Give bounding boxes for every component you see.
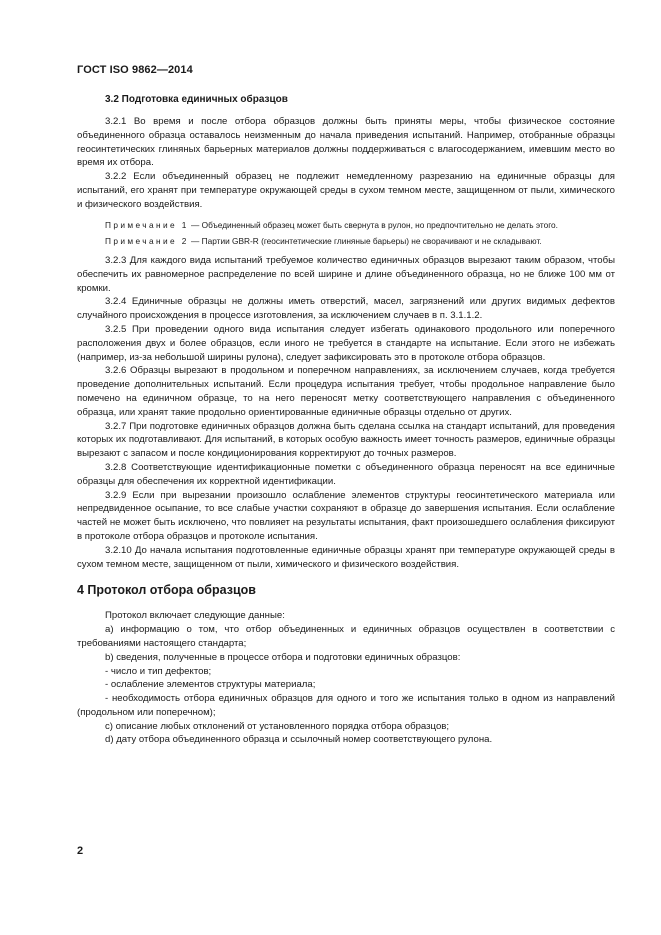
document-header: ГОСТ ISO 9862—2014 bbox=[77, 64, 193, 76]
paragraph-3-2-6: 3.2.6 Образцы вырезают в продольном и поперечном направлениях, за исключением случаев, когда требуется проведение дополнительных испытаний. Если процедура испытания требует, чтобы продольное направление было помечено на единичном образце, то на него переносят метку соответствующего направления с объединенного образца, или хранят такие продольно ориентированные единичные образцы отдельно от других. bbox=[77, 365, 615, 418]
note-2 bbox=[77, 235, 615, 247]
section-4-item-a: a) информацию о том, что отбор объединенных и единичных образцов осуществлен в соответствии с требованиями настоящего стандарта; bbox=[77, 624, 615, 649]
section-4-item-b-1: - число и тип дефектов; bbox=[105, 665, 212, 677]
section-4-item-b-3: - необходимость отбора единичных образцов для одного и того же испытания только в одном из направлений (продольном или поперечном); bbox=[77, 693, 615, 718]
paragraph-3-2-8: 3.2.8 Соответствующие идентификационные пометки с объединенного образца переносят на все единичные образцы для обеспечения их корректной идентификации. bbox=[77, 461, 615, 487]
page-number: 2 bbox=[77, 845, 84, 857]
paragraph-3-2-9: 3.2.9 Если при вырезании произошло ослабление элементов структуры геосинтетического материала или непредвиденное осыпание, то все слабые участки сохраняют в образце до завершения испытания. Если ослабление частей не может быть исключено, что повлияет на результаты испытания, факт произошедшего ослабления фиксируют в протоколе отбора образцов и протоколе испытания. bbox=[77, 489, 615, 542]
section-4-item-c: c) описание любых отклонений от установленного порядка отбора образцов; bbox=[105, 720, 450, 732]
section-4-intro: Протокол включает следующие данные: bbox=[105, 610, 285, 622]
paragraph-3-2-3: 3.2.3 Для каждого вида испытаний требуемое количество единичных образцов вырезают таким образом, чтобы обеспечить их равномерное распределение по всей ширине и длине объединенного образца, но не ближе 100 мм от кромки. bbox=[77, 254, 615, 294]
note-1-label: Примечание 1 bbox=[105, 219, 189, 230]
section-4-item-b: b) сведения, полученные в процессе отбора и подготовки единичных образцов: bbox=[105, 651, 461, 663]
note-2-label: Примечание 2 bbox=[105, 235, 189, 246]
paragraph-3-2-5: 3.2.5 При проведении одного вида испытания следует избегать одинакового продольного или поперечного расположения двух и более образцов, если иного не требуется в стандарте на испытание. Если этого не избежать (например, из-за небольшой ширины рулона), следует зафиксировать это в протоколе отбора образцов. bbox=[77, 323, 615, 363]
note-1-text: — Объединенный образец может быть свернута в рулон, но предпочтительно не делать этого. bbox=[188, 219, 558, 230]
note-1 bbox=[77, 219, 615, 231]
paragraph-3-2-4: 3.2.4 Единичные образцы не должны иметь отверстий, масел, загрязнений или других видимых дефектов случайного происхождения в процессе изготовления, за исключением случаев в п. 3.1.1.2. bbox=[77, 296, 615, 322]
page-content bbox=[77, 94, 615, 747]
paragraph-3-2-7: 3.2.7 При подготовке единичных образцов должна быть сделана ссылка на стандарт испытаний, для проведения которых их подготавливают. Для испытаний, в которых особую важность имеет точность размеров, единичные образцы вырезают с запасом и после кондиционирования корректируют до точных размеров. bbox=[77, 420, 615, 460]
section-4-item-b-2: - ослабление элементов структуры материала; bbox=[105, 679, 316, 691]
section-4-item-d: d) дату отбора объединенного образца и ссылочный номер соответствующего рулона. bbox=[105, 734, 493, 746]
section-3-2-title: 3.2 Подготовка единичных образцов bbox=[105, 94, 288, 105]
paragraph-3-2-1: 3.2.1 Во время и после отбора образцов должны быть приняты меры, чтобы физическое состояние объединенного образца оставалось неизменным до начала приведения испытаний. Например, отобранные образцы геосинтетических глиняных барьерных материалов должны поддерживаться с влагосодержанием, имевшим место во время их отбора. bbox=[77, 116, 615, 169]
paragraph-3-2-10: 3.2.10 До начала испытания подготовленные единичные образцы хранят при температуре окружающей среды в сухом темном месте, защищенном от пыли, химического и физического воздействия. bbox=[77, 544, 615, 570]
paragraph-3-2-2: 3.2.2 Если объединенный образец не подлежит немедленному разрезанию на единичные образцы для испытаний, его хранят при температуре окружающей среды в сухом темном месте, защищенном от пыли, химического и физического воздействия. bbox=[77, 171, 615, 210]
section-4-title: 4 Протокол отбора образцов bbox=[77, 583, 256, 598]
note-2-text: — Партии GBR-R (геосинтетические глиняные барьеры) не сворачивают и не складывают. bbox=[188, 235, 542, 246]
